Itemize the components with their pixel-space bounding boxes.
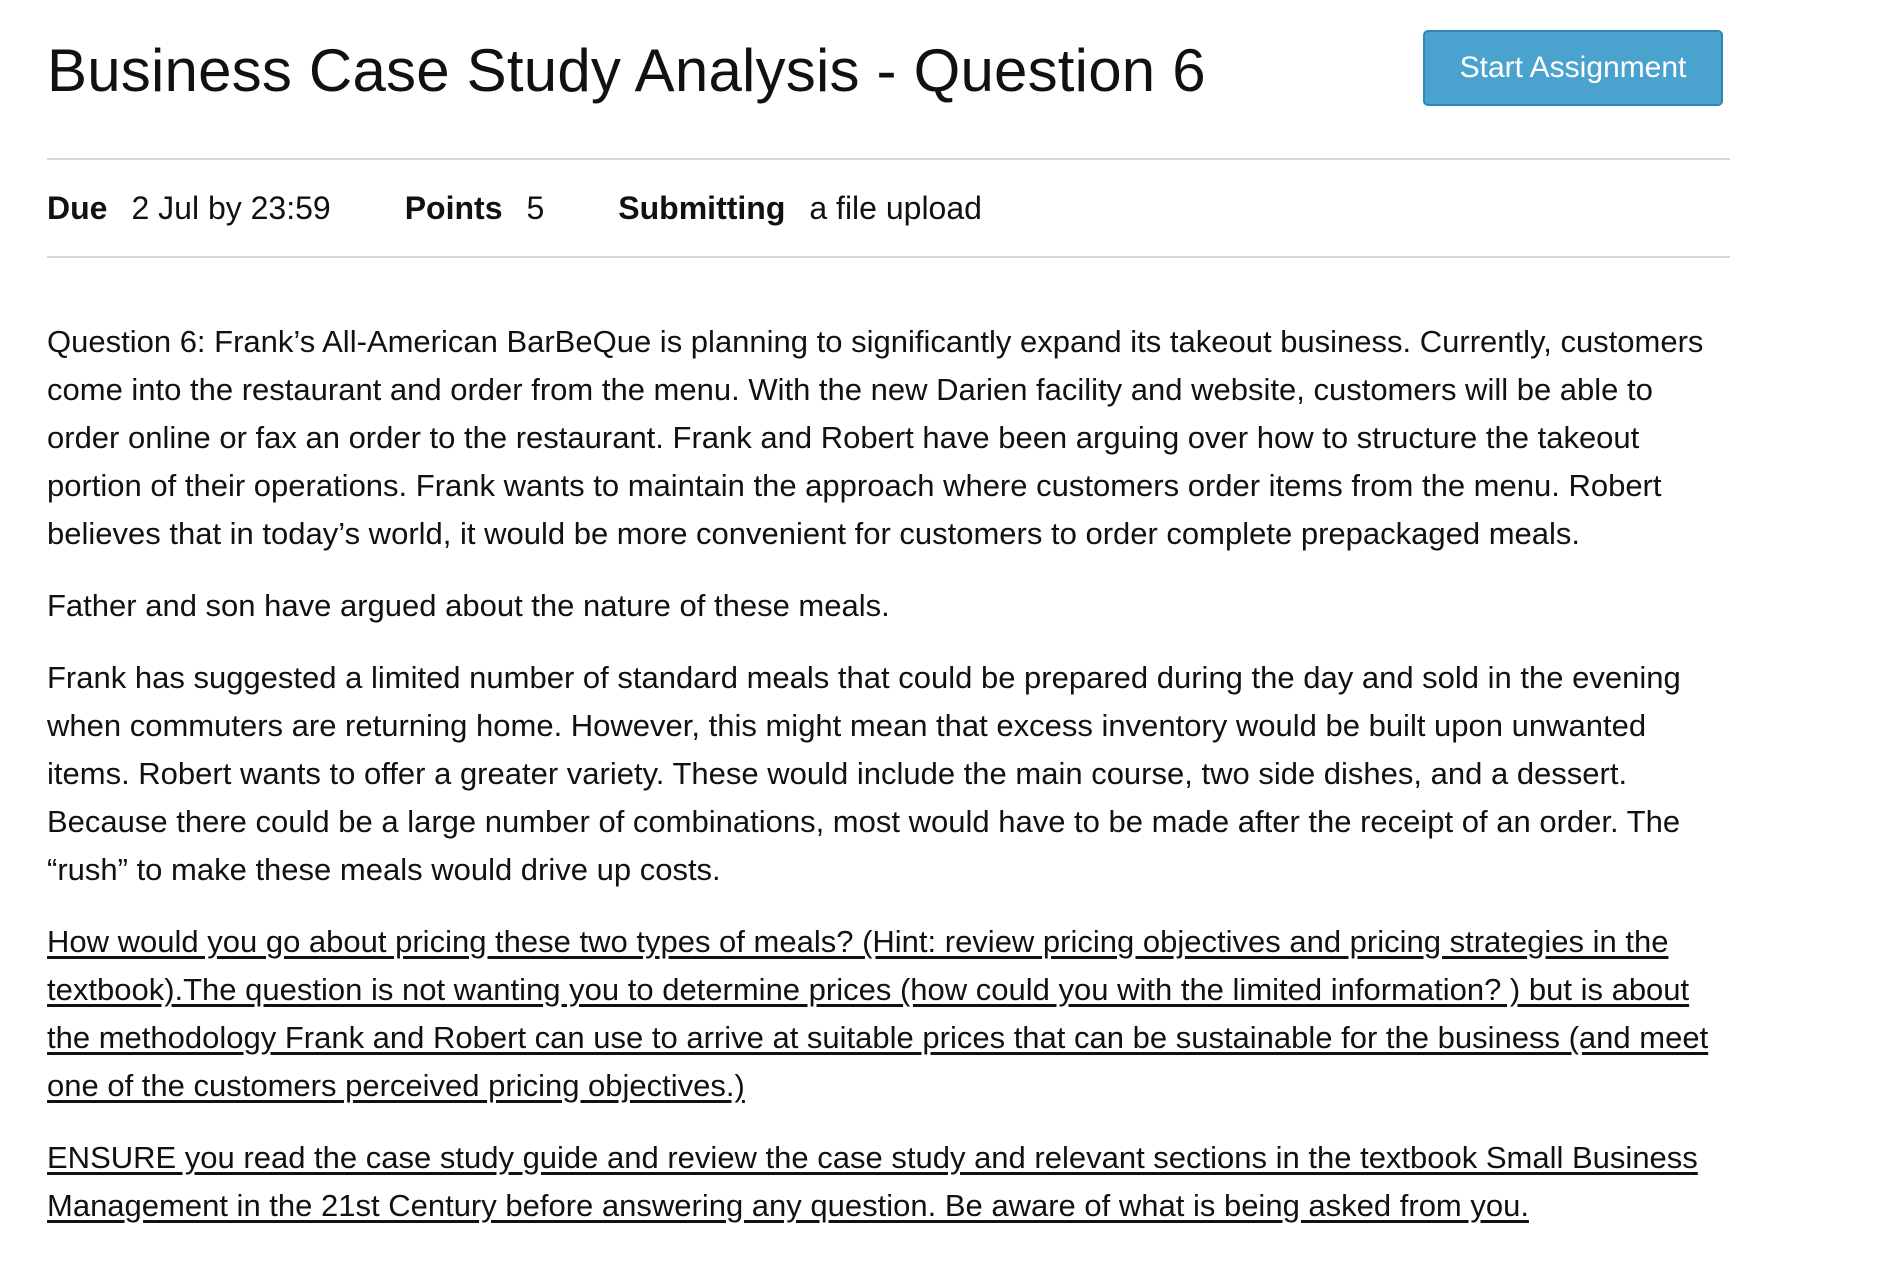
description-paragraph: Father and son have argued about the nature of these meals. (47, 588, 890, 623)
ensure-instruction-paragraph: ENSURE you read the case study guide and review the case study and relevant sections in the textbook Small Business Management in the 21st Century before answering any question. Be aware of what is being asked from you. (47, 1140, 1698, 1223)
assignment-details (47, 160, 1730, 256)
submitting-label: Submitting (618, 189, 786, 226)
points-detail (405, 190, 545, 227)
due-label: Due (47, 189, 108, 226)
page-title: Business Case Study Analysis - Question 6 (47, 37, 1206, 104)
assignment-description (47, 258, 1730, 1230)
submitting-value: a file upload (809, 189, 982, 226)
points-label: Points (404, 189, 503, 226)
assignment-content (47, 0, 1730, 1230)
submitting-detail (618, 190, 982, 227)
points-value: 5 (526, 189, 545, 226)
description-paragraph: Frank has suggested a limited number of standard meals that could be prepared during the day and sold in the evening when commuters are returning home. However, this might mean that excess inventory would be built upon unwanted items. Robert wants to offer a greater variety. These would include the main course, two side dishes, and a dessert. Because there could be a large number of combinations, most would have to be made after the receipt of an order. The “rush” to make these meals would drive up costs. (47, 660, 1681, 887)
pricing-question-paragraph: How would you go about pricing these two types of meals? (Hint: review pricing objectives and pricing strategies in the textbook).The question is not wanting you to determine prices (how could you with the limited information? ) but is about the methodology Frank and Robert can use to arrive at suitable prices that can be sustainable for the business (and meet one of the customers perceived pricing objectives.) (47, 924, 1709, 1103)
start-assignment-button[interactable]: Start Assignment (1423, 30, 1723, 106)
description-paragraph: Question 6: Frank’s All-American BarBeQue is planning to significantly expand its takeout business. Currently, customers come into the restaurant and order from the menu. With the new Darien facility and website, customers will be able to order online or fax an order to the restaurant. Frank and Robert have been arguing over how to structure the takeout portion of their operations. Frank wants to maintain the approach where customers order items from the menu. Robert believes that in today’s world, it would be more convenient for customers to order complete prepackaged meals. (47, 324, 1704, 551)
due-value: 2 Jul by 23:59 (131, 189, 331, 226)
assignment-header (47, 0, 1730, 158)
due-detail (47, 190, 331, 227)
